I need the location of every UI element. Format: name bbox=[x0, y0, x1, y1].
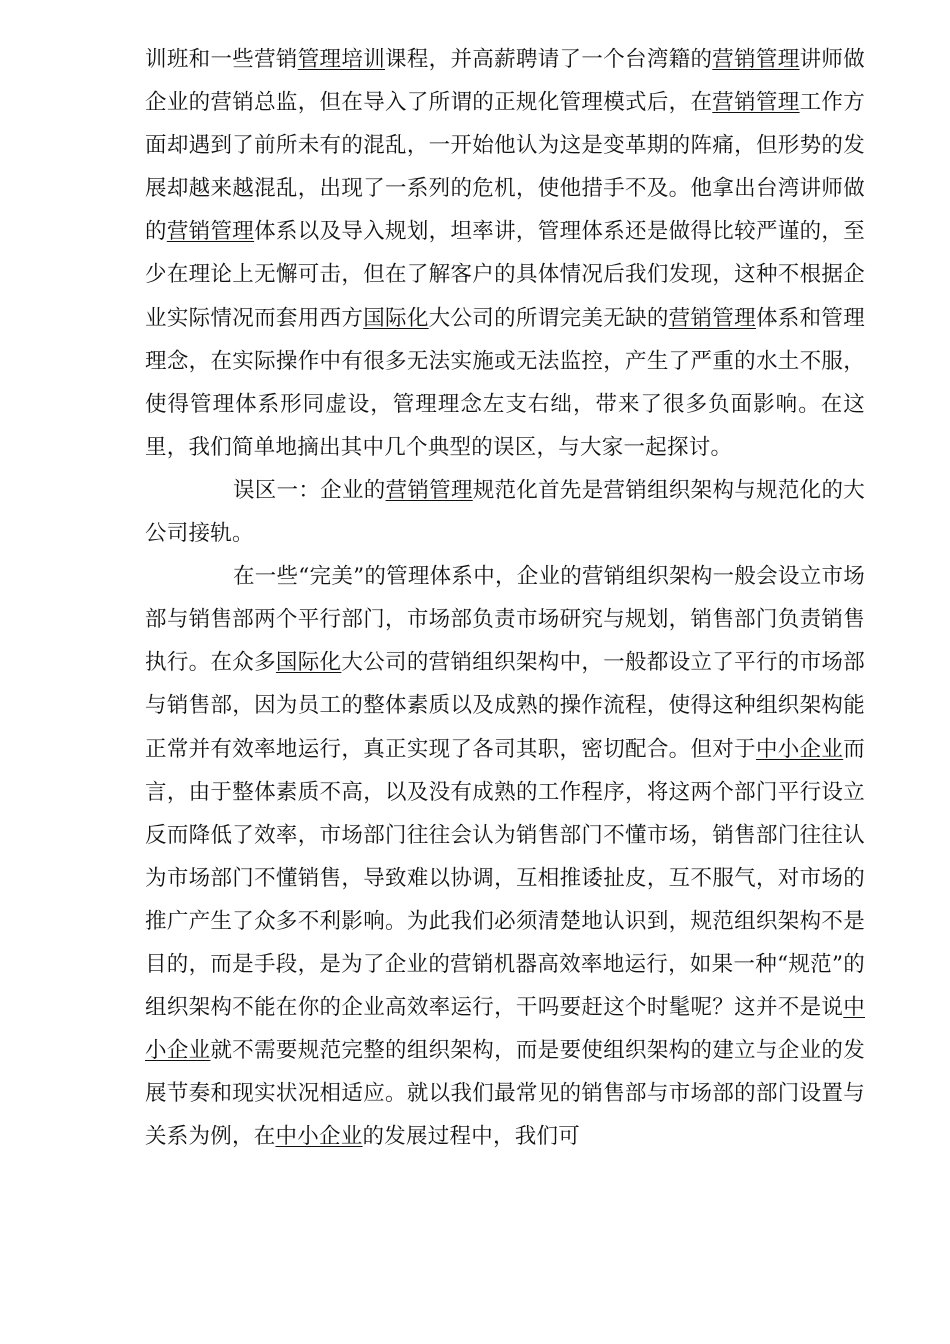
paragraph-text: 而言，由于整体素质不高，以及没有成熟的工作程序，将这两个部门平行设立反而降低了效率，市场部门往往会认为销售部门不懂市场，销售部门往往认为市场部门不懂销售，导致难以协调，互相推诿扯皮，互不服气，对市场的推广产生了众多不利影响。为此我们必须清楚地认识到，规范组织架构不是目的，而是手段，是为了企业的营销机器高效率地运行，如果一种“规范”的组织架构不能在你的企业高效率运行，干吗要赶这个时髦呢？这并不是说 bbox=[145, 736, 865, 1021]
paragraph-text: 规范化首先是营销组织架构与规范化的大公司接轨。 bbox=[145, 477, 865, 547]
paragraph-text: 在一些“完美”的管理体系中，企业的营销组织架构一般会设立市场部与销售部两个平行部门，市场部负责市场研究与规划，销售部门负责销售执行。在众多 bbox=[145, 564, 865, 676]
paragraph-text: 体系和管理理念，在实际操作中有很多无法实施或无法监控，产生了严重的水土不服，使得管理体系形同虚设，管理理念左支右绌，带来了很多负面影响。在这里，我们简单地摘出其中几个典型的误区，与大家一起探讨。 bbox=[145, 305, 865, 460]
keyword-link[interactable]: 营销管理 bbox=[166, 219, 255, 245]
keyword-link[interactable]: 管理培训 bbox=[297, 47, 386, 72]
paragraph-1 bbox=[145, 38, 865, 469]
keyword-link[interactable]: 营销管理 bbox=[712, 47, 800, 72]
paragraph-text: 体系以及导入规划，坦率讲，管理体系还是做得比较严谨的，至少在理论上无懈可击，但在了解客户的具体情况后我们发现，这种不根据企业实际情况而套用西方 bbox=[145, 219, 865, 331]
paragraph-text: 大公司的所谓完美无缺的 bbox=[428, 305, 669, 331]
keyword-link[interactable]: 营销管理 bbox=[668, 305, 756, 331]
paragraph-text: 大公司的营销组织架构中，一般都设立了平行的市场部与销售部，因为员工的整体素质以及成熟的操作流程，使得这种组织架构能正常并有效率地运行，真正实现了各司其职，密切配合。但对于 bbox=[145, 650, 865, 762]
paragraph-text: 误区一：企业的 bbox=[233, 477, 386, 503]
keyword-link[interactable]: 国际化 bbox=[275, 650, 342, 676]
keyword-link[interactable]: 中小企业 bbox=[275, 1124, 363, 1150]
paragraph-text: 的发展过程中，我们可 bbox=[362, 1124, 581, 1150]
paragraph-text: 训班和一些营销 bbox=[145, 47, 298, 72]
keyword-link[interactable]: 营销管理 bbox=[712, 90, 800, 116]
paragraph-3 bbox=[145, 555, 865, 1158]
keyword-link[interactable]: 国际化 bbox=[363, 305, 429, 331]
keyword-link[interactable]: 中小企业 bbox=[755, 736, 844, 762]
keyword-link[interactable]: 营销管理 bbox=[385, 477, 473, 503]
paragraph-text: 课程，并高薪聘请了一个台湾籍的 bbox=[385, 47, 713, 72]
paragraph-text: 工作方面却遇到了前所未有的混乱，一开始他认为这是变革期的阵痛，但形势的发展却越来越混乱，出现了一系列的危机，使他措手不及。他拿出台湾讲师做的 bbox=[145, 90, 865, 245]
keyword-link[interactable]: 中小企业 bbox=[145, 995, 865, 1064]
paragraph-text: 讲师做企业的营销总监，但在导入了所谓的正规化管理模式后，在 bbox=[145, 47, 865, 116]
paragraph-2 bbox=[145, 469, 865, 555]
paragraph-text: 就不需要规范完整的组织架构，而是要使组织架构的建立与企业的发展节奏和现实状况相适应。就以我们最常见的销售部与市场部的部门设置与关系为例，在 bbox=[145, 1038, 865, 1150]
document-body bbox=[145, 38, 865, 1158]
